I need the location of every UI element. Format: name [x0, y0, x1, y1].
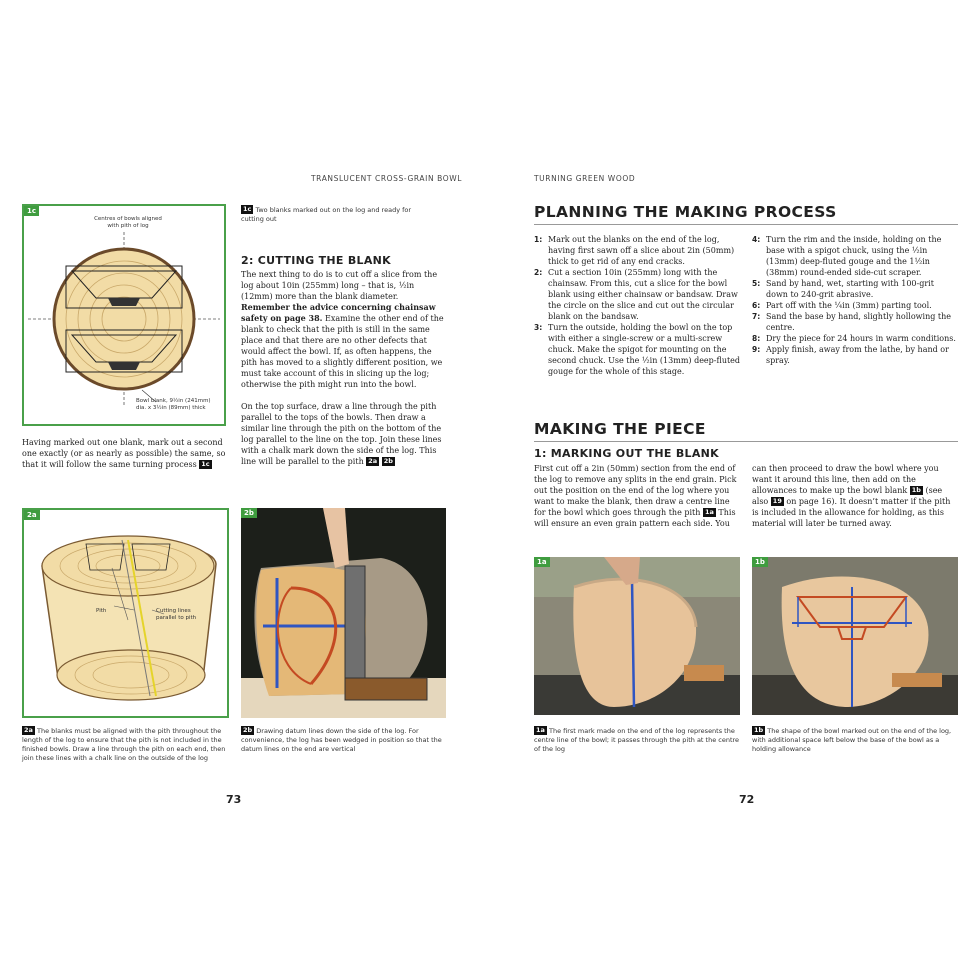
- caption-text: Drawing datum lines down the side of the log. For convenience, the log has been wedged in position so that the datum lines on the end are vertical: [241, 727, 442, 753]
- page-number-left: 73: [226, 793, 242, 806]
- caption-ref: 2b: [243, 726, 253, 734]
- step-text: Dry the piece for 24 hours in warm conditions.: [766, 334, 956, 343]
- label-line: parallel to pith: [156, 615, 197, 621]
- step-item: [534, 267, 744, 322]
- step-text: Turn the outside, holding the bowl on the top with either a single-screw or a multi-screw chuck. Make the spigot for mounting on the second chuck. Use the ½in (13mm) deep-fluted gouge for the whole of this stage.: [548, 323, 741, 376]
- marking-text-col2: [752, 463, 958, 529]
- planning-steps-right: [752, 234, 958, 366]
- inline-ref: 2a: [368, 457, 378, 465]
- step-item: [752, 234, 958, 278]
- steps-list: [752, 234, 958, 366]
- log-diagram: [24, 510, 227, 716]
- step-number: 2:: [534, 268, 543, 277]
- caption-ref: 2a: [24, 726, 33, 734]
- heading-planning-process: PLANNING THE MAKING PROCESS: [534, 203, 837, 221]
- label-line: with pith of log: [107, 223, 149, 229]
- marking-text-col1: [534, 463, 740, 529]
- step-number: 7:: [752, 312, 761, 321]
- label-bowl-blank-size: [136, 398, 211, 412]
- label-line: Bowl blank, 9½in (241mm): [136, 398, 211, 404]
- cutting-blank-text: [241, 269, 446, 467]
- log-end-photo: [534, 557, 740, 715]
- label-pith: Pith: [96, 608, 107, 614]
- step-number: 1:: [534, 235, 543, 244]
- paragraph: [241, 269, 446, 390]
- step-text: Cut a section 10in (255mm) long with the chainsaw. From this, cut a slice for the bowl blank using either chainsaw or bandsaw. Draw the circle on the slice and cut out the circular blank on the bandsaw.: [548, 268, 738, 321]
- step-text: Sand the base by hand, slightly hollowing the centre.: [766, 312, 952, 332]
- paragraph: [241, 401, 446, 467]
- step-text: Mark out the blanks on the end of the log, having first sawn off a slice about 2in (50mm) thick to get rid of any end cracks.: [548, 235, 735, 266]
- inline-ref: 1b: [911, 486, 921, 494]
- step-item: [752, 311, 958, 333]
- text-run: On the top surface, draw a line through the pith parallel to the tops of the bowls. Then draw a similar line through the pith on the bottom of the log parallel to the line on the top. Join these lines with a chalk mark down the side of the log. This line will be parallel to the pith: [241, 402, 442, 466]
- caption-text: The shape of the bowl marked out on the end of the log, with additional space left below the base of the bowl as a holding allowance: [752, 727, 952, 753]
- step-number: 3:: [534, 323, 543, 332]
- page-number-right: 72: [739, 793, 755, 806]
- text-run: (see also: [752, 486, 943, 506]
- step-text: Apply finish, away from the lathe, by hand or spray.: [766, 345, 949, 365]
- step-number: 8:: [752, 334, 761, 343]
- text-run: The next thing to do is to cut off a slice from the log about 10in (255mm) long – that is, ½in (12mm) more than the blank diameter.: [241, 270, 438, 301]
- caption-1c: [241, 205, 426, 224]
- step-item: [752, 333, 958, 344]
- step-number: 9:: [752, 345, 761, 354]
- label-line: dia. x 3½in (89mm) thick: [136, 405, 206, 411]
- text-run-bold: Remember the advice concerning chainsaw safety on page 38.: [241, 302, 436, 323]
- text-run: First cut off a 2in (50mm) section from the end of the log to remove any splits in the end grain. Pick out the position on the end of the log where you want to make the blank, then draw a centre line for the bowl which goes through the pith: [534, 464, 737, 517]
- step-number: 5:: [752, 279, 761, 288]
- inline-ref: 1c: [201, 460, 210, 468]
- step-item: [534, 234, 744, 267]
- planning-steps-left: [534, 234, 744, 377]
- step-item: [752, 344, 958, 366]
- inline-ref: 2b: [383, 457, 393, 465]
- inline-ref: 1a: [704, 508, 714, 516]
- figure-1b-photo: [752, 557, 958, 715]
- caption-ref: 1a: [536, 726, 545, 734]
- text-run: This will ensure an even grain pattern each side. You: [534, 508, 736, 528]
- bowl-blank-diagram: [24, 206, 224, 424]
- running-head-left: TRANSLUCENT CROSS-GRAIN BOWL: [311, 174, 463, 183]
- caption-1b: [752, 726, 958, 754]
- step-number: 6:: [752, 301, 761, 310]
- caption-text: The blanks must be aligned with the pith throughout the length of the log to ensure that the pith is not included in the finished bowls. Draw a line through the pith on each end, then join these lines with a chalk line on the outside of the log: [22, 727, 226, 762]
- figure-badge: 1a: [534, 557, 550, 567]
- step-text: Part off with the ¼in (3mm) parting tool.: [766, 301, 932, 310]
- step-text: Turn the rim and the inside, holding on the base with a spigot chuck, using the ½in (13mm) deep-fluted gouge and the 1½in (38mm) round-ended side-cut scraper.: [766, 235, 942, 277]
- caption-2b: [241, 726, 446, 754]
- figure-2a: [22, 508, 229, 718]
- log-end-marked-photo: [752, 557, 958, 715]
- label-line: Centres of bowls aligned: [94, 216, 162, 222]
- steps-list: [534, 234, 744, 377]
- figure-2b-photo: [241, 508, 446, 718]
- running-head-right: TURNING GREEN WOOD: [534, 174, 636, 183]
- section-heading-cutting-blank: 2: CUTTING THE BLANK: [241, 254, 391, 267]
- caption-ref: 1c: [243, 205, 252, 213]
- text-run: Examine the other end of the blank to check that the pith is still in the same place and that there are no other defects that would affect the bowl. If, as often happens, the pith has moved to a slightly different position, we must take account of this in slicing up the log; otherwise the pith might run into the bowl.: [241, 314, 444, 389]
- figure-1a-photo: [534, 557, 740, 715]
- figure-badge: 1c: [24, 206, 39, 216]
- caption-text: Two blanks marked out on the log and ready for cutting out: [241, 206, 412, 223]
- step-text: Sand by hand, wet, starting with 100-grit down to 240-grit abrasive.: [766, 279, 934, 299]
- figure-badge: 2b: [241, 508, 257, 518]
- text-run: on page 16). It doesn’t matter if the pith is included in the allowance for holding, as this material will later be turned away.: [752, 497, 951, 528]
- figure-1c: [22, 204, 226, 426]
- step-item: [752, 278, 958, 300]
- caption-2a: [22, 726, 229, 763]
- label-cutting-lines: [156, 608, 196, 622]
- text-run: can then proceed to draw the bowl where you want it around this line, then add on the allowances to make up the bowl blank: [752, 464, 939, 495]
- step-number: 4:: [752, 235, 761, 244]
- text-run: Having marked out one blank, mark out a second one exactly (or as nearly as possible) the same, so that it will follow the same turning process: [22, 438, 226, 469]
- subheading-marking-blank: 1: MARKING OUT THE BLANK: [534, 447, 719, 460]
- step-item: [534, 322, 744, 377]
- label-line: Cutting lines: [156, 608, 191, 614]
- figure-badge: 1b: [752, 557, 768, 567]
- label-centres-aligned: [88, 216, 168, 230]
- log-photo: [241, 508, 446, 718]
- step-item: [752, 300, 958, 311]
- heading-making-piece: MAKING THE PIECE: [534, 420, 706, 438]
- figure-badge: 2a: [24, 510, 40, 520]
- caption-text: The first mark made on the end of the log represents the centre line of the bowl; it passes through the pith at the centre of the log: [534, 727, 740, 753]
- caption-1a: [534, 726, 740, 754]
- heading-rule: [534, 441, 958, 442]
- left-column-text: [22, 437, 227, 470]
- heading-rule: [534, 224, 958, 225]
- caption-ref: 1b: [754, 726, 764, 734]
- inline-ref: 19: [772, 497, 782, 505]
